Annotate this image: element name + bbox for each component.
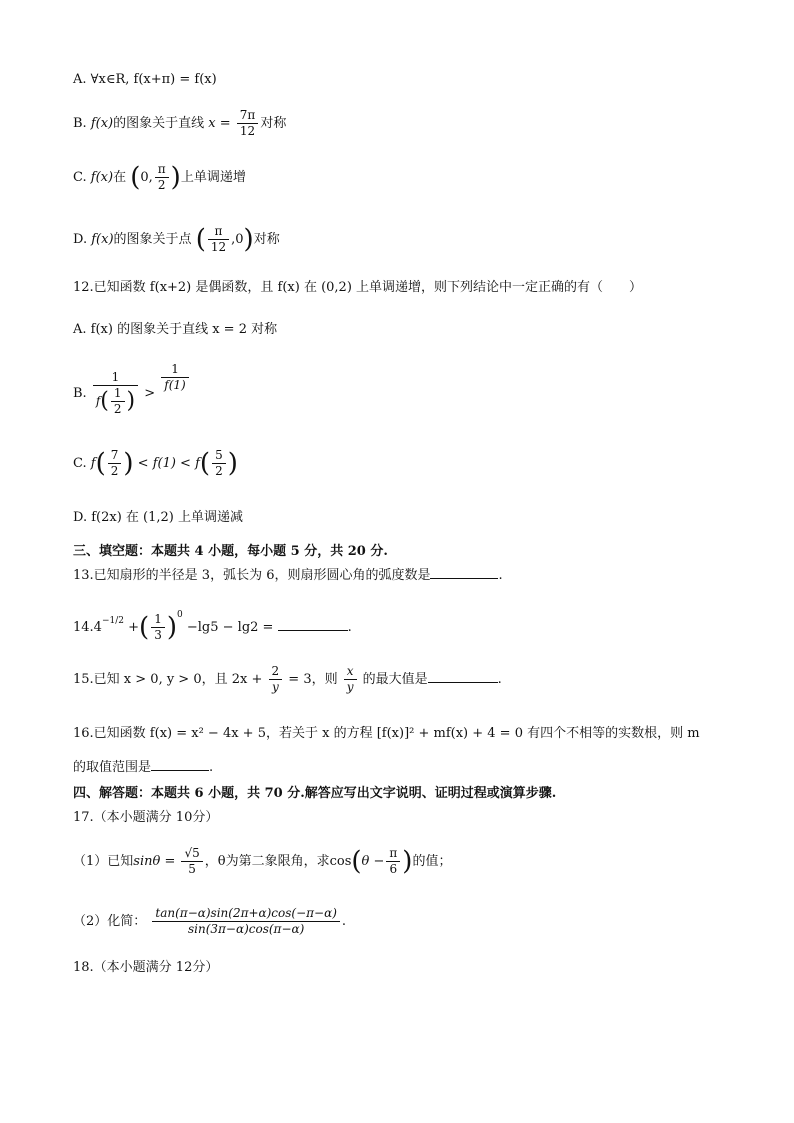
question-text: 12.已知函数 f(x+2) 是偶函数，且 f(x) 在 (0,2) 上单调递增，则下列结论中一定正确的有（ ） — [73, 280, 643, 295]
option-label: D. — [73, 232, 88, 247]
option-text: 上单调递增 — [180, 170, 246, 185]
answer-blank — [430, 566, 498, 579]
q11-option-d: D. f(x)的图象关于点 ( $\frac{\pi}{12}$ ,0)对称 — [73, 224, 280, 255]
option-text: f(x) 的图象关于直线 x = 2 对称 — [90, 322, 278, 337]
q17-header — [73, 808, 218, 828]
section-heading-fill-blank: 三、填空题：本题共 4 小题，每小题 5 分，共 20 分. — [73, 544, 388, 559]
left-paren: ( — [130, 162, 141, 193]
q12-stem — [73, 278, 642, 298]
math-expr: x = — [208, 116, 231, 131]
question-text: = 3，则 — [288, 672, 338, 687]
q12-option-b — [73, 362, 191, 417]
option-label: A. — [73, 322, 87, 337]
q11-option-c: C. f(x)在 (0, $\frac{\pi}{2}$ )上单调递增 — [73, 162, 246, 193]
question-text: 的最大值是 — [362, 672, 428, 687]
option-text: 的图象关于点 — [113, 232, 192, 247]
fraction: $\frac{5}{2}$ — [212, 448, 226, 479]
q12-option-d — [73, 508, 243, 528]
math-expr: < f(1) < f — [137, 456, 200, 471]
q12-option-a — [73, 320, 277, 340]
q12-option-c: C. f( $\frac{7}{2}$ ) < f(1) < f( $\frac{5}{2}$ ) — [73, 448, 238, 479]
fraction: $\frac{2}{y}$ — [269, 664, 283, 695]
option-label: A. — [73, 72, 87, 87]
fraction: $\frac{\pi}{2}$ — [155, 162, 169, 193]
option-label: B. — [73, 386, 87, 401]
q18-header — [73, 958, 218, 978]
fraction: $\frac{√5}{5}$ — [181, 846, 202, 877]
math-symbol: > — [144, 386, 156, 401]
q11-option-b — [73, 108, 286, 139]
fraction: 1 f( $\frac{1}{2}$ ) — [93, 370, 138, 417]
option-text: ∀x∈R, f(x+π) = f(x) — [90, 72, 217, 87]
fraction: $\frac{\pi}{12}$ — [208, 224, 229, 255]
q17-part2: （2）化简： $\frac{\tan(\pi-\alpha)\sin(2\pi+\alpha)\cos(-\pi-\alpha)}{\sin(3\pi-\alpha)\cos(\pi-\alpha)}$ . — [73, 906, 347, 936]
question-text: 13.已知扇形的半径是 3，弧长为 6，则扇形圆心角的弧度数是 — [73, 568, 431, 583]
option-text: 在 — [113, 170, 127, 185]
exponent: 0 — [176, 610, 183, 620]
q16-line2: 的取值范围是 . — [73, 760, 214, 775]
option-text: 的图象关于直线 — [113, 116, 205, 131]
math-expr: f(x) — [90, 116, 114, 131]
fraction: $\frac{1}{3}$ — [151, 612, 165, 643]
fraction: $\frac{7\pi}{12}$ — [237, 108, 259, 139]
fraction: $\frac{\pi}{6}$ — [386, 846, 400, 877]
fraction: $\frac{1}{f(1)}$ — [161, 362, 188, 393]
right-paren: ) — [170, 162, 181, 193]
q14: $14.4^{-1/2}$ +( $\frac{1}{3}$ )$^0$ −lg5 − lg2 = . — [73, 610, 352, 643]
option-label: B. — [73, 116, 87, 131]
question-text: 16.已知函数 f(x) = x² − 4x + 5，若关于 x 的方程 [f(x)]² + mf(x) + 4 = 0 有四个不相等的实数根，则 m — [73, 726, 700, 741]
answer-blank — [278, 618, 348, 631]
fraction: $\frac{x}{y}$ — [344, 664, 357, 695]
exponent: −1/2 — [101, 616, 124, 626]
question-text: 的取值范围是 — [73, 760, 152, 775]
math-expr: −lg5 − lg2 = — [186, 620, 274, 635]
right-paren: ) — [243, 224, 254, 255]
question-header: 18.（本小题满分 12分） — [73, 960, 219, 975]
option-label: D. — [73, 510, 88, 525]
option-label: C. — [73, 456, 87, 471]
question-text: 15.已知 x > 0, y > 0，且 2x + — [73, 672, 263, 687]
math-expr: f(x) — [91, 232, 114, 247]
q11-option-a — [73, 70, 217, 90]
answer-blank — [151, 758, 209, 771]
q13: 13.已知扇形的半径是 3，弧长为 6，则扇形圆心角的弧度数是 . — [73, 568, 503, 583]
q15: 15.已知 x > 0, y > 0，且 2x + $\frac{2}{y}$ = 3，则 $\frac{x}{y}$ 的最大值是 . — [73, 664, 502, 694]
option-text: f(2x) 在 (1,2) 上单调递减 — [91, 510, 244, 525]
left-paren: ( — [195, 224, 206, 255]
math-expr: f(x) — [90, 170, 114, 185]
option-label: C. — [73, 170, 87, 185]
section-heading-solutions: 四、解答题：本题共 6 小题，共 70 分.解答应写出文字说明、证明过程或演算步骤. — [73, 786, 557, 801]
option-text: 对称 — [260, 116, 287, 131]
fraction: $\frac{7}{2}$ — [108, 448, 122, 479]
option-text: 对称 — [253, 232, 280, 247]
q17-part1: （1）已知sinθ = $\frac{√5}{5}$ ，θ为第二象限角，求cos(θ − $\frac{\pi}{6}$ )的值； — [73, 846, 452, 877]
q16-line1 — [73, 724, 700, 744]
question-header: 17.（本小题满分 10分） — [73, 810, 219, 825]
fraction: $\frac{\tan(\pi-\alpha)\sin(2\pi+\alpha)\cos(-\pi-\alpha)}{\sin(3\pi-\alpha)\cos(\pi-\alpha)}$ — [152, 906, 339, 937]
answer-blank — [428, 670, 498, 683]
